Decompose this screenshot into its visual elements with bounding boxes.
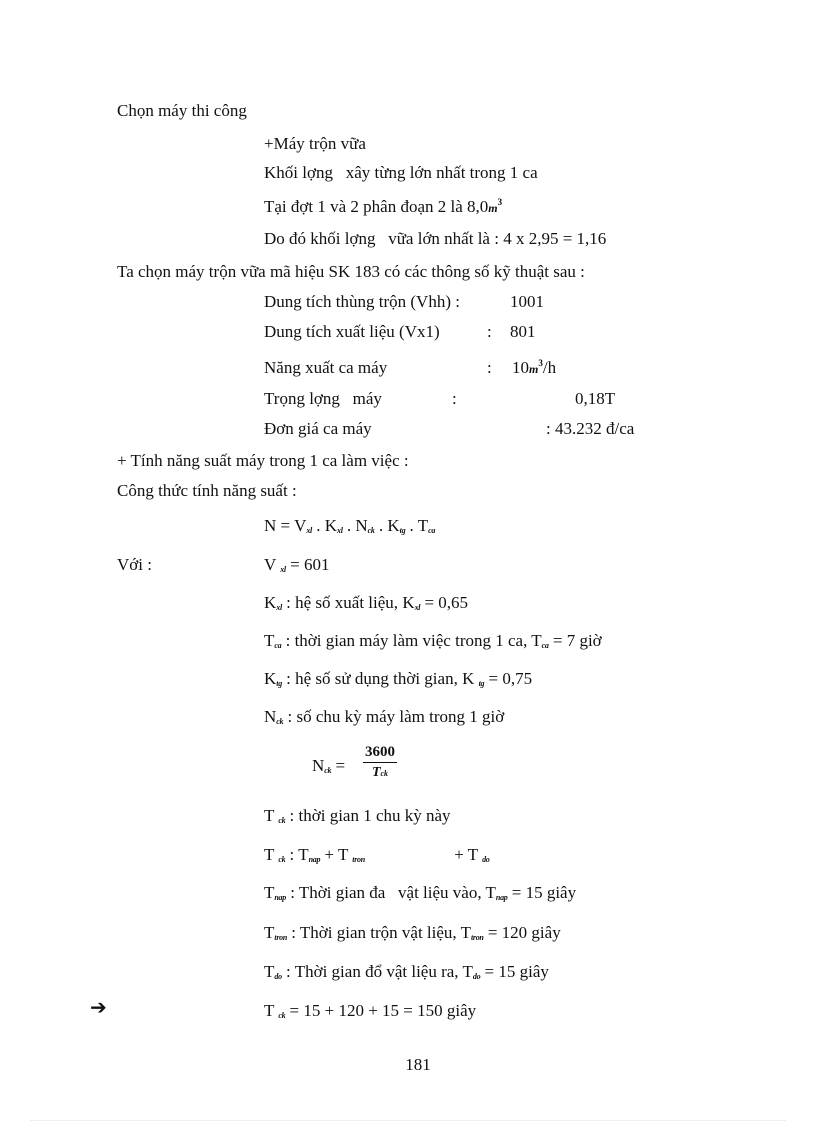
def-tck: T ck : thời gian 1 chu kỳ này — [264, 806, 451, 825]
spec-1-value: 1001 — [510, 292, 544, 311]
spec-1-label: Dung tích thùng trộn (Vhh) : — [264, 292, 460, 311]
def-ktg: Ktg : hệ số sử dụng thời gian, K tg = 0,75 — [264, 669, 533, 688]
spec-3-colon: : — [487, 358, 492, 377]
spec-3-value: $10m^3/h$ — [512, 358, 557, 377]
page-edge-divider — [30, 1120, 786, 1121]
mixer-heading: +Máy trộn vữa — [264, 134, 366, 153]
nck-equation-lhs: Nck = — [312, 756, 350, 775]
section-title: Chọn máy thi công — [117, 101, 247, 120]
productivity-formula: N = Vxl . Kxl . Nck . Ktg . Tca — [264, 516, 436, 535]
spec-3-label: Năng xuất ca máy — [264, 358, 388, 377]
mixer-line-1: Khối lợng xây từng lớn nhất trong 1 ca — [264, 163, 538, 182]
mixer-line-2: Tại đợt 1 và 2 phân đoạn 2 là $8,0m^3$ — [264, 197, 503, 216]
fraction-numerator: 3600 — [363, 743, 397, 763]
def-nck: Nck : số chu kỳ máy làm trong 1 giờ — [264, 707, 505, 726]
spec-4-label: Trọng lợng máy — [264, 389, 382, 408]
page-number: 181 — [405, 1055, 431, 1074]
def-tca: Tca : thời gian máy làm việc trong 1 ca, Tca = 7 giờ — [264, 631, 602, 650]
def-tnap: Tnap : Thời gian đa vật liệu vào, Tnap = 15 giây — [264, 883, 577, 902]
tck-result: T ck = 15 + 120 + 15 = 150 giây — [264, 1001, 477, 1020]
formula-heading: Công thức tính năng suất : — [117, 481, 297, 500]
spec-5-value: : 43.232 đ/ca — [546, 419, 635, 438]
def-kxl: Kxl : hệ số xuất liệu, Kxl = 0,65 — [264, 593, 469, 612]
spec-2-value: 801 — [510, 322, 536, 341]
tck-sum-tail: + T do — [450, 845, 490, 864]
def-tdo: Tdo : Thời gian đổ vật liệu ra, Tdo = 15 giây — [264, 962, 549, 981]
productivity-heading: + Tính năng suất máy trong 1 ca làm việc : — [117, 451, 409, 470]
arrow-icon: ➔ — [90, 995, 107, 1019]
def-ttron: Ttron : Thời gian trộn vật liệu, Ttron = 120 giây — [264, 923, 561, 942]
machine-choice: Ta chọn máy trộn vữa mã hiệu SK 183 có các thông số kỹ thuật sau : — [117, 262, 585, 281]
spec-2-label: Dung tích xuất liệu (Vx1) — [264, 322, 440, 341]
def-vxl: V xl = 601 — [264, 555, 330, 574]
mixer-line-3: Do đó khối lợng vữa lớn nhất là : 4 x 2,95 = 1,16 — [264, 229, 607, 248]
fraction-denominator: Tck — [371, 765, 389, 780]
where-label: Với : — [117, 555, 152, 574]
spec-5-label: Đơn giá ca máy — [264, 419, 372, 438]
spec-4-colon: : — [452, 389, 457, 408]
spec-4-value: 0,18T — [575, 389, 616, 408]
spec-2-colon: : — [487, 322, 492, 341]
tck-sum: T ck : Tnap + T tron — [264, 845, 365, 864]
nck-fraction — [363, 743, 397, 783]
